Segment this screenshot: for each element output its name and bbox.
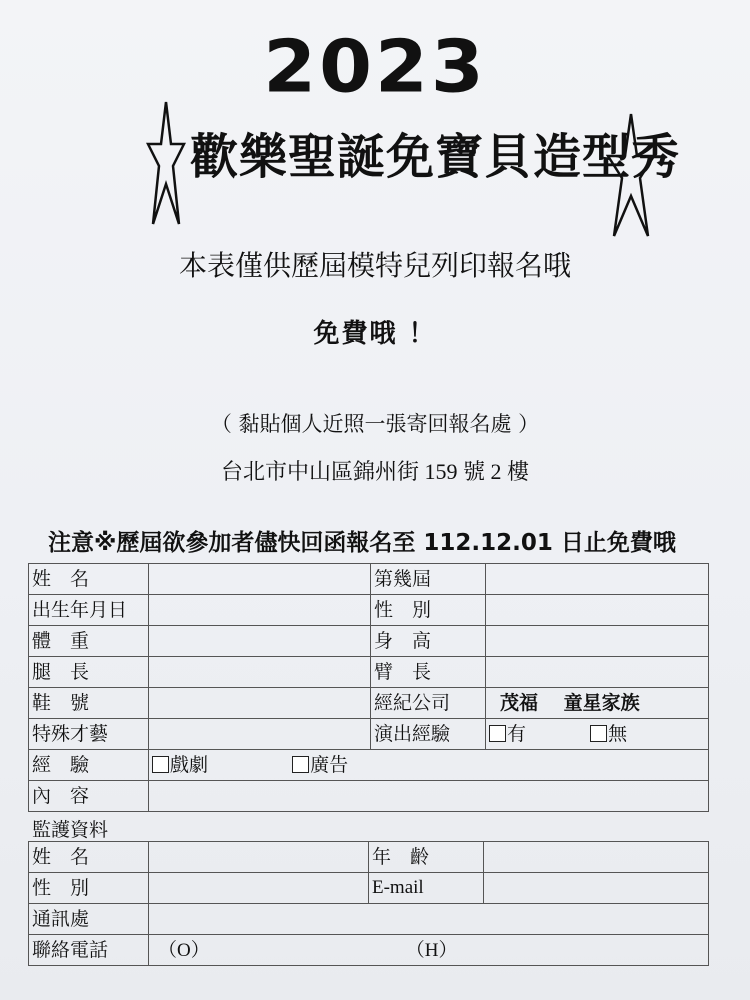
- guardian-section-label: 監護資料: [32, 819, 109, 841]
- session-label: 第幾屆: [371, 564, 486, 595]
- form-row: [29, 688, 709, 719]
- free-text: 免費哦 ！: [313, 319, 437, 349]
- guardian-address-label: 通訊處: [29, 904, 149, 935]
- guardian-address-field[interactable]: [149, 904, 709, 935]
- registration-form: [28, 563, 709, 812]
- gender-label: 性 別: [371, 595, 486, 626]
- agency-value: 茂福 童星家族: [486, 688, 709, 719]
- photo-note: （ 黏貼個人近照一張寄回報名處 ）: [210, 412, 540, 436]
- experience-drama-option[interactable]: 戲劇: [152, 751, 208, 779]
- weight-label: 體 重: [29, 626, 149, 657]
- height-field[interactable]: [486, 626, 709, 657]
- guardian-gender-label: 性 別: [29, 873, 149, 904]
- height-label: 身 高: [371, 626, 486, 657]
- name-label: 姓 名: [29, 564, 149, 595]
- form-row: [29, 626, 709, 657]
- performance-no-option[interactable]: 無: [590, 720, 627, 748]
- phone-office-label: （O）: [158, 939, 210, 961]
- agency-label: 經紀公司: [371, 688, 486, 719]
- form-row: [29, 935, 709, 966]
- checkbox-icon[interactable]: [152, 756, 169, 773]
- checkbox-icon[interactable]: [590, 725, 607, 742]
- experience-ad-option[interactable]: 廣告: [292, 751, 348, 779]
- content-label: 內 容: [29, 781, 149, 812]
- birth-field[interactable]: [149, 595, 371, 626]
- birth-label: 出生年月日: [29, 595, 149, 626]
- form-row: [29, 657, 709, 688]
- arm-label: 臂 長: [371, 657, 486, 688]
- guardian-gender-field[interactable]: [149, 873, 369, 904]
- performance-yes-option[interactable]: 有: [489, 720, 526, 748]
- guardian-age-field[interactable]: [484, 842, 709, 873]
- arm-field[interactable]: [486, 657, 709, 688]
- form-row: [29, 564, 709, 595]
- star-left-icon: [146, 100, 186, 226]
- session-field[interactable]: [486, 564, 709, 595]
- experience-label: 經 驗: [29, 750, 149, 781]
- form-row: [29, 719, 709, 750]
- guardian-email-field[interactable]: [484, 873, 709, 904]
- form-row: [29, 904, 709, 935]
- deadline-notice: 注意※歷屆欲參加者儘快回函報名至 112.12.01 日止免費哦: [48, 530, 676, 556]
- shoe-field[interactable]: [149, 688, 371, 719]
- guardian-phone-field[interactable]: [149, 935, 709, 966]
- performance-options: [486, 719, 709, 750]
- guardian-name-field[interactable]: [149, 842, 369, 873]
- weight-field[interactable]: [149, 626, 371, 657]
- experience-options: [149, 750, 709, 781]
- form-row: [29, 781, 709, 812]
- shoe-label: 鞋 號: [29, 688, 149, 719]
- guardian-email-label: E-mail: [369, 873, 484, 904]
- year-heading: 2023: [263, 24, 487, 109]
- name-field[interactable]: [149, 564, 371, 595]
- guardian-name-label: 姓 名: [29, 842, 149, 873]
- event-title: 歡樂聖誕免寶貝造型秀: [190, 129, 681, 185]
- form-row: [29, 873, 709, 904]
- form-row: [29, 750, 709, 781]
- performance-label: 演出經驗: [371, 719, 486, 750]
- guardian-age-label: 年 齡: [369, 842, 484, 873]
- leg-label: 腿 長: [29, 657, 149, 688]
- gender-field[interactable]: [486, 595, 709, 626]
- subtitle: 本表僅供歷屆模特兒列印報名哦: [178, 249, 571, 282]
- checkbox-icon[interactable]: [292, 756, 309, 773]
- talent-label: 特殊才藝: [29, 719, 149, 750]
- phone-home-label: （H）: [405, 939, 458, 961]
- checkbox-icon[interactable]: [489, 725, 506, 742]
- mailing-address: 台北市中山區錦州街 159 號 2 樓: [220, 459, 529, 484]
- form-row: [29, 595, 709, 626]
- content-field[interactable]: [149, 781, 709, 812]
- guardian-form: [28, 841, 709, 966]
- talent-field[interactable]: [149, 719, 371, 750]
- leg-field[interactable]: [149, 657, 371, 688]
- guardian-phone-label: 聯絡電話: [29, 935, 149, 966]
- form-row: [29, 842, 709, 873]
